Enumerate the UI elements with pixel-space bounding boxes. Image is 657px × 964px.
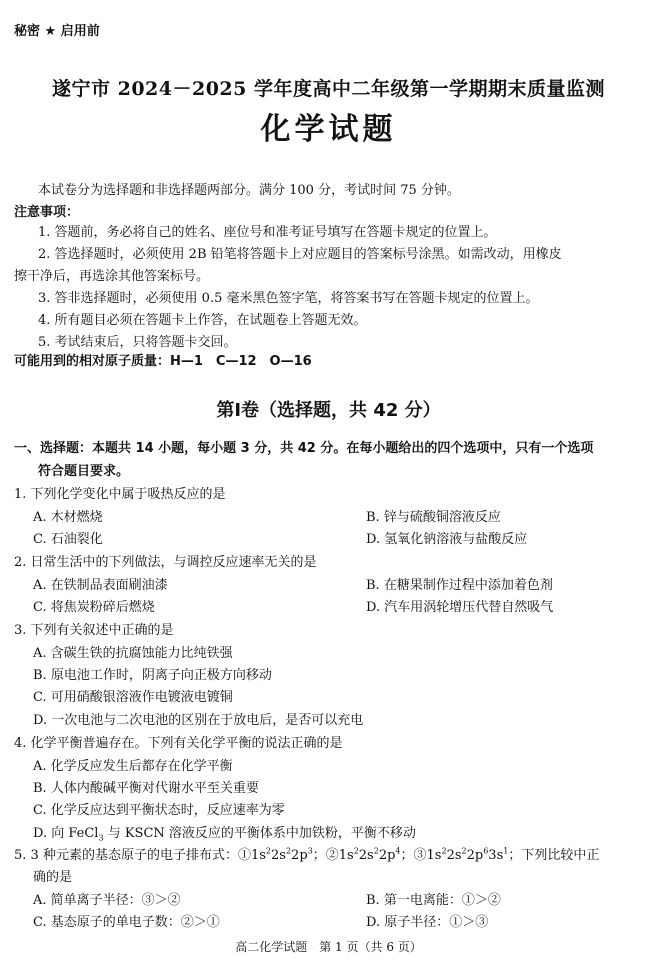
question-4-option-a: A. 化学反应发生后都存在化学平衡 [33, 759, 233, 774]
question-2-stem: 2. 日常生活中的下列做法，与调控反应速率无关的是 [14, 555, 317, 570]
question-2-option-b: B. 在糖果制作过程中添加着色剂 [366, 578, 553, 593]
question-5-option-d: D. 原子半径：①＞③ [366, 915, 489, 930]
question-3-option-a: A. 含碳生铁的抗腐蚀能力比纯铁强 [33, 646, 233, 661]
question-1-option-c: C. 石油裂化 [33, 532, 103, 547]
question-3-option-d: D. 一次电池与二次电池的区别在于放电后，是否可以充电 [33, 713, 364, 728]
section-instruction: 一、选择题：本题共 14 小题，每小题 3 分，共 42 分。在每小题给出的四个选项中，只有一个选项 [14, 441, 594, 456]
question-5-stem-cont: 确的是 [33, 870, 73, 885]
section-instruction-cont: 符合题目要求。 [38, 464, 130, 479]
question-5-option-a: A. 简单离子半径：③＞② [33, 893, 181, 908]
notice-item-1: 1. 答题前，务必将自己的姓名、座位号和准考证号填写在答题卡规定的位置上。 [38, 225, 497, 240]
question-3-option-b: B. 原电池工作时，阴离子向正极方向移动 [33, 668, 272, 683]
intro-text: 本试卷分为选择题和非选择题两部分。满分 100 分，考试时间 75 分钟。 [38, 183, 460, 198]
exam-title: 遂宁市 2024－2025 学年度高中二年级第一学期期末质量监测 [52, 78, 605, 100]
question-3-option-c: C. 可用硝酸银溶液作电镀液电镀铜 [33, 690, 233, 705]
atomic-mass-line: 可能用到的相对原子质量：H—1 C—12 O—16 [14, 354, 312, 369]
notice-item-2: 2. 答选择题时，必须使用 2B 铅笔将答题卡上对应题目的答案标号涂黑。如需改动，用橡皮 [38, 247, 562, 262]
question-4-option-c: C. 化学反应达到平衡状态时，反应速率为零 [33, 803, 285, 818]
notice-heading: 注意事项： [14, 205, 80, 220]
question-4-option-b: B. 人体内酸碱平衡对代谢水平至关重要 [33, 781, 259, 796]
notice-item-3: 3. 答非选择题时，必须使用 0.5 毫米黑色签字笔，将答案书写在答题卡规定的位置上。 [38, 291, 539, 306]
notice-item-4: 4. 所有题目必须在答题卡上作答，在试题卷上答题无效。 [38, 313, 367, 328]
subject-title: 化学试题 [260, 112, 397, 147]
question-3-stem: 3. 下列有关叙述中正确的是 [14, 623, 174, 638]
question-1-option-a: A. 木材燃烧 [33, 510, 103, 525]
confidential-label: 秘密 ★ 启用前 [14, 24, 100, 39]
question-5-option-c: C. 基态原子的单电子数：②＞① [33, 915, 220, 930]
question-2-option-d: D. 汽车用涡轮增压代替自然吸气 [366, 600, 554, 615]
question-2-option-a: A. 在铁制品表面刷油漆 [33, 578, 168, 593]
question-5-option-b: B. 第一电离能：①＞② [366, 893, 501, 908]
notice-item-5: 5. 考试结束后，只将答题卡交回。 [38, 335, 237, 350]
question-1-option-b: B. 锌与硫酸铜溶液反应 [366, 510, 501, 525]
notice-item-2-cont: 擦干净后，再选涂其他答案标号。 [14, 269, 210, 284]
question-4-stem: 4. 化学平衡普遍存在。下列有关化学平衡的说法正确的是 [14, 736, 343, 751]
question-5-stem: 5. 3 种元素的基态原子的电子排布式：$①1s^22s^22p^3$；$②1s^22s^22p^4$；$③1s^22s^22p^63s^1$；下列比较中正 [14, 846, 600, 863]
section-title: 第Ⅰ卷（选择题，共 42 分） [216, 400, 441, 421]
question-1-stem: 1. 下列化学变化中属于吸热反应的是 [14, 487, 226, 502]
question-2-option-c: C. 将焦炭粉碎后燃烧 [33, 600, 155, 615]
question-4-option-d: D. 向 FeCl$_3$ 与 KSCN 溶液反应的平衡体系中加铁粉，平衡不移动 [33, 826, 416, 843]
page-footer: 高二化学试题 第 1 页（共 6 页） [235, 940, 422, 954]
question-1-option-d: D. 氢氧化钠溶液与盐酸反应 [366, 532, 528, 547]
